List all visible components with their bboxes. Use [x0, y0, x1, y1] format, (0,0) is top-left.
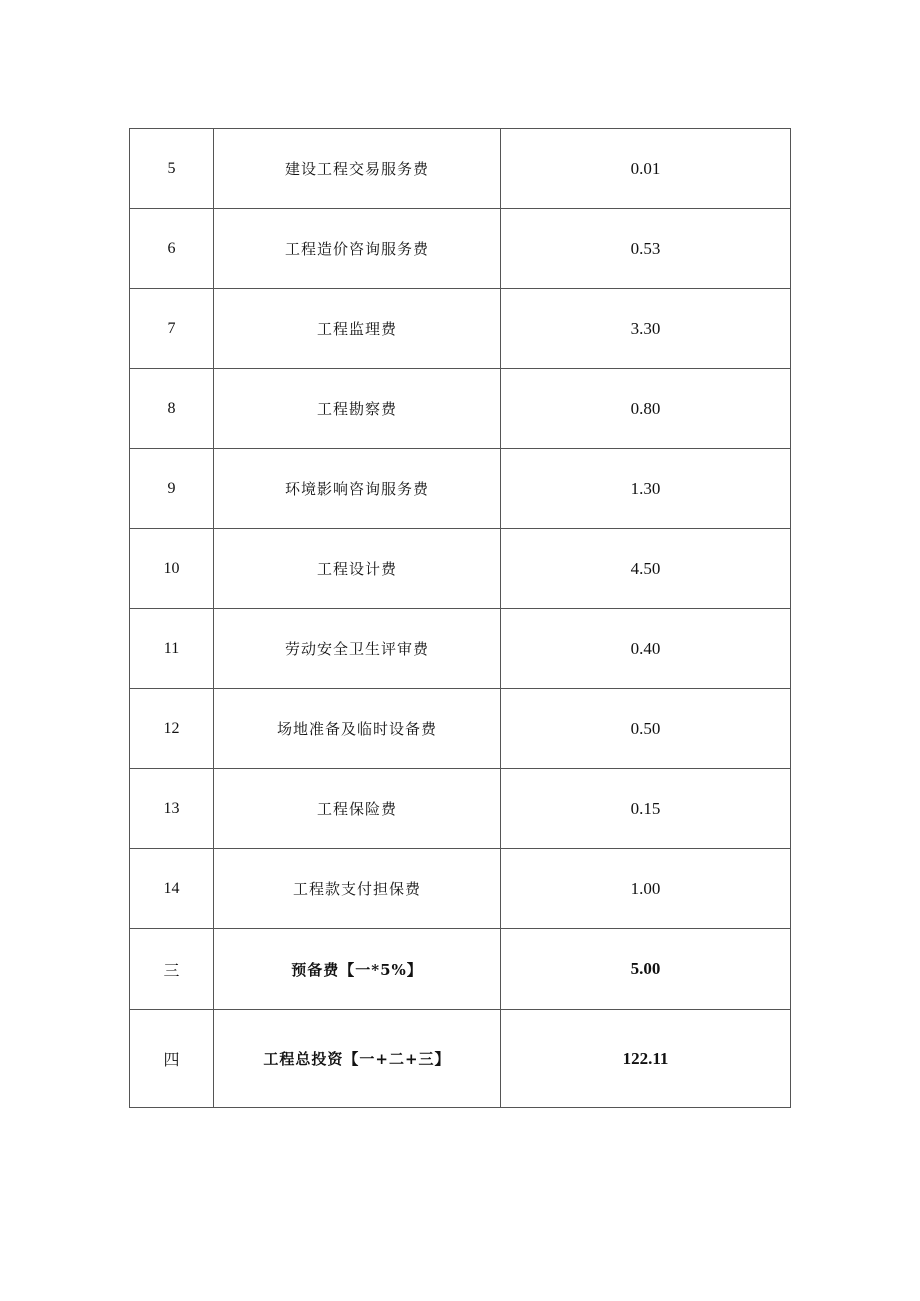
fee-amount: 0.40	[501, 609, 791, 689]
fee-amount: 0.80	[501, 369, 791, 449]
fee-amount: 1.00	[501, 849, 791, 929]
row-number: 9	[130, 449, 214, 529]
fee-amount: 0.50	[501, 689, 791, 769]
table-row	[130, 769, 791, 849]
row-number: 13	[130, 769, 214, 849]
fee-amount: 0.53	[501, 209, 791, 289]
table-row	[130, 369, 791, 449]
fee-amount: 4.50	[501, 529, 791, 609]
fee-amount: 3.30	[501, 289, 791, 369]
row-number: 11	[130, 609, 214, 689]
reserve-row	[130, 929, 791, 1010]
fee-name: 工程监理费	[214, 289, 501, 369]
total-amount: 122.11	[501, 1010, 791, 1108]
row-number: 10	[130, 529, 214, 609]
fee-table	[129, 128, 791, 1108]
table-row	[130, 129, 791, 209]
row-number: 6	[130, 209, 214, 289]
table-row	[130, 529, 791, 609]
total-name: 工程总投资【一+二+三】	[214, 1010, 501, 1108]
table-row	[130, 609, 791, 689]
fee-name: 工程款支付担保费	[214, 849, 501, 929]
fee-name: 劳动安全卫生评审费	[214, 609, 501, 689]
fee-table-body	[130, 129, 791, 1108]
table-row	[130, 849, 791, 929]
row-number: 8	[130, 369, 214, 449]
table-row	[130, 289, 791, 369]
table-row	[130, 449, 791, 529]
fee-name: 工程设计费	[214, 529, 501, 609]
fee-name: 工程造价咨询服务费	[214, 209, 501, 289]
fee-name: 工程勘察费	[214, 369, 501, 449]
reserve-amount: 5.00	[501, 929, 791, 1010]
table-row	[130, 209, 791, 289]
fee-amount: 0.01	[501, 129, 791, 209]
fee-amount: 0.15	[501, 769, 791, 849]
total-number: 四	[130, 1010, 214, 1108]
fee-name: 场地准备及临时设备费	[214, 689, 501, 769]
reserve-number: 三	[130, 929, 214, 1010]
table-row	[130, 689, 791, 769]
fee-name: 建设工程交易服务费	[214, 129, 501, 209]
row-number: 14	[130, 849, 214, 929]
total-row	[130, 1010, 791, 1108]
fee-amount: 1.30	[501, 449, 791, 529]
fee-name: 环境影响咨询服务费	[214, 449, 501, 529]
reserve-name: 预备费【一*5%】	[214, 929, 501, 1010]
row-number: 7	[130, 289, 214, 369]
fee-name: 工程保险费	[214, 769, 501, 849]
row-number: 12	[130, 689, 214, 769]
row-number: 5	[130, 129, 214, 209]
